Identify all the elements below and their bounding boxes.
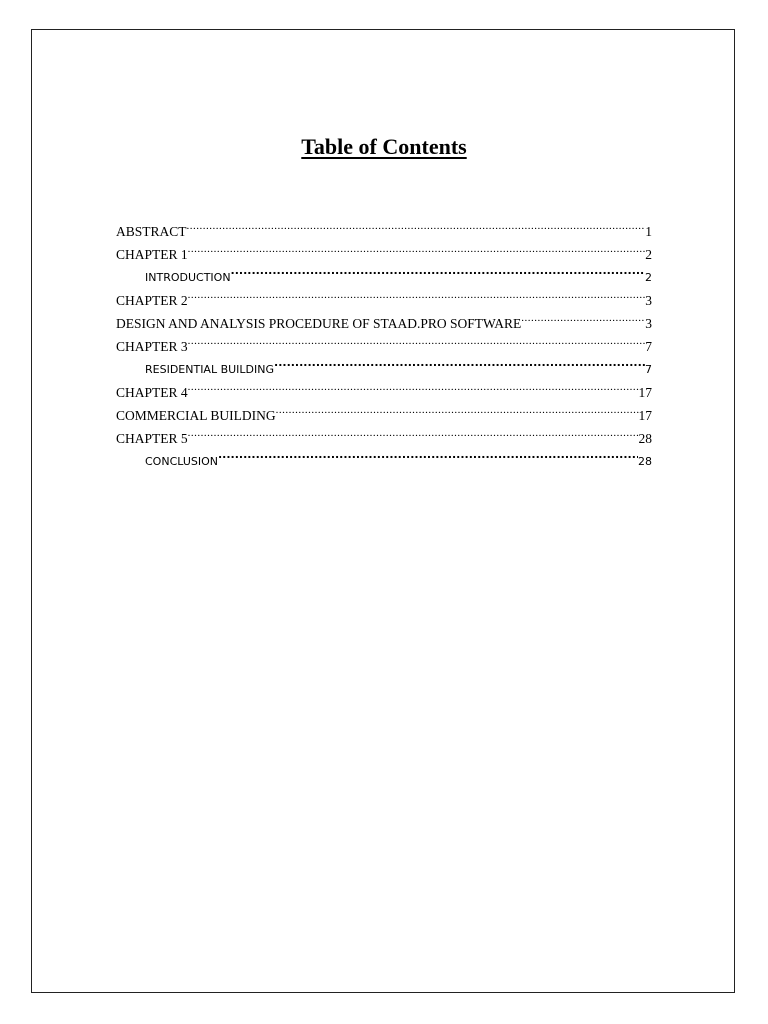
toc-entry-page: 28 (638, 431, 652, 446)
toc-entry-label: CHAPTER 3 (116, 339, 188, 354)
toc-entry-page: 3 (645, 316, 652, 331)
toc-entry-introduction[interactable] (116, 266, 652, 289)
toc-dot-leader (231, 270, 645, 281)
toc-entry-chapter-4[interactable] (116, 381, 652, 404)
toc-entry-design-and-analysis[interactable] (116, 312, 652, 335)
toc-dot-leader (188, 338, 646, 352)
toc-entry-page: 17 (638, 385, 652, 400)
toc-entry-page: 28 (638, 455, 652, 468)
toc-entry-label: CHAPTER 2 (116, 293, 188, 308)
toc-entry-page: 7 (645, 339, 652, 354)
toc-entry-conclusion[interactable] (116, 450, 652, 473)
toc-entry-label: COMMERCIAL BUILDING (116, 408, 276, 423)
toc-entry-abstract[interactable] (116, 220, 652, 243)
toc-entry-page: 17 (638, 408, 652, 423)
toc-entry-commercial-building[interactable] (116, 404, 652, 427)
toc-dot-leader (521, 315, 645, 329)
toc-entry-page: 2 (645, 271, 652, 284)
toc-entry-page: 1 (645, 224, 652, 239)
document-page (31, 29, 735, 993)
toc-entry-page: 3 (645, 293, 652, 308)
toc-entry-label: CHAPTER 5 (116, 431, 188, 446)
toc-entry-label: DESIGN AND ANALYSIS PROCEDURE OF STAAD.PRO SOFTWARE (116, 316, 522, 331)
toc-list (116, 220, 652, 473)
toc-dot-leader (218, 454, 638, 465)
toc-title: Table of Contents (301, 134, 467, 159)
toc-dot-leader (188, 384, 639, 398)
toc-entry-label: INTRODUCTION (145, 271, 231, 284)
toc-entry-page: 7 (645, 363, 652, 376)
toc-dot-leader (274, 362, 645, 373)
toc-entry-label: CHAPTER 1 (116, 247, 188, 262)
toc-entry-chapter-3[interactable] (116, 335, 652, 358)
toc-dot-leader (276, 407, 639, 421)
toc-dot-leader (188, 246, 646, 260)
toc-entry-page: 2 (645, 247, 652, 262)
toc-dot-leader (188, 292, 646, 306)
toc-entry-chapter-2[interactable] (116, 289, 652, 312)
toc-entry-chapter-1[interactable] (116, 243, 652, 266)
toc-entry-label: CONCLUSION (145, 455, 218, 468)
toc-dot-leader (188, 430, 639, 444)
toc-entry-chapter-5[interactable] (116, 427, 652, 450)
toc-entry-label: CHAPTER 4 (116, 385, 188, 400)
toc-entry-label: ABSTRACT (116, 224, 187, 239)
toc-entry-label: RESIDENTIAL BUILDING (145, 363, 275, 376)
toc-dot-leader (187, 223, 646, 237)
toc-entry-residential-building[interactable] (116, 358, 652, 381)
